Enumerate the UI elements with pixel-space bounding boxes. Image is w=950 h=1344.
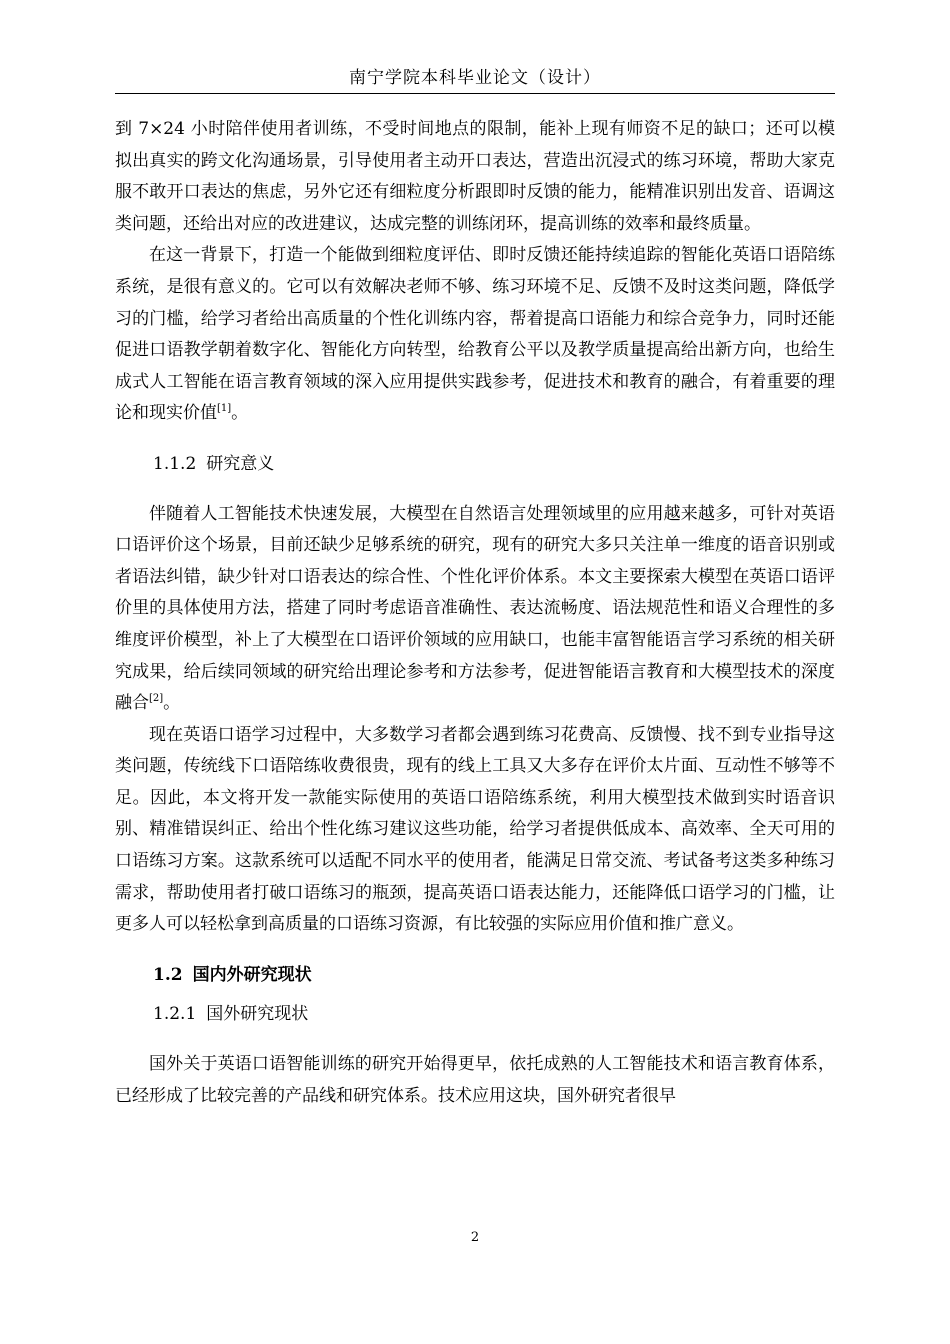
page-number: 2 <box>470 1230 480 1245</box>
paragraph-5: 国外关于英语口语智能训练的研究开始得更早，依托成熟的人工智能技术和语言教育体系，已经形成了比较完善的产品线和研究体系。技术应用这块，国外研究者很早 <box>115 1054 835 1106</box>
section-heading-1-2 <box>115 960 835 992</box>
spacer <box>115 941 835 960</box>
spacer <box>115 1031 835 1049</box>
section-number: 1.2.1 <box>153 1004 197 1025</box>
paragraph-3-text: 伴随着人工智能技术快速发展，大模型在自然语言处理领域里的应用越来越多，可针对英语口语评价这个场景，目前还缺少足够系统的研究，现有的研究大多只关注单一维度的语音识别或者语法纠错，缺少针对口语表达的综合性、个性化评价体系。本文主要探索大模型在英语口语评价里的具体使用方法，搭建了同时考虑语音准确性、表达流畅度、语法规范性和语义合理性的多维度评价模型，补上了大模型在口语评价领域的应用缺口，也能丰富智能语言学习系统的相关研究成果，给后续同领域的研究给出理论参考和方法参考，促进智能语言教育和大模型技术的深度融合 <box>115 503 835 714</box>
spacer <box>115 430 835 449</box>
paragraph-2-end: 。 <box>231 403 249 424</box>
citation-1[interactable]: [1] <box>217 403 232 415</box>
paragraph-2-text: 在这一背景下，打造一个能做到细粒度评估、即时反馈还能持续追踪的智能化英语口语陪练系统，是很有意义的。它可以有效解决老师不够、练习环境不足、反馈不及时这类问题，降低学习的门槛，给学习者给出高质量的个性化训练内容，帮着提高口语能力和综合竞争力，同时还能促进口语教学朝着数字化、智能化方向转型，给教育公平以及教学质量提高给出新方向，也给生成式人工智能在语言教育领域的深入应用提供实践参考，促进技术和教育的融合，有着重要的理论和现实价值 <box>115 245 835 424</box>
section-title: 国内外研究现状 <box>192 964 312 985</box>
paragraph-1: 到 7×24 小时陪伴使用者训练，不受时间地点的限制，能补上现有师资不足的缺口；还可以模拟出真实的跨文化沟通场景，引导使用者主动开口表达，营造出沉浸式的练习环境，帮助大家克服不敢开口表达的焦虑，另外它还有细粒度分析跟即时反馈的能力，能精准识别出发音、语调这类问题，还给出对应的改进建议，达成完整的训练闭环，提高训练的效率和最终质量。 <box>115 119 835 234</box>
paragraph-4: 现在英语口语学习过程中，大多数学习者都会遇到练习花费高、反馈慢、找不到专业指导这类问题，传统线下口语陪练收费很贵，现有的线上工具又大多存在评价太片面、互动性不够等不足。因此，本文将开发一款能实际使用的英语口语陪练系统，利用大模型技术做到实时语音识别、精准错误纠正、给出个性化练习建议这些功能，给学习者提供低成本、高效率、全天可用的口语练习方案。这款系统可以适配不同水平的使用者，能满足日常交流、考试备考这类多种练习需求，帮助使用者打破口语练习的瓶颈，提高英语口语表达能力，还能降低口语学习的门槛，让更多人可以轻松拿到高质量的口语练习资源，有比较强的实际应用价值和推广意义。 <box>115 724 835 935</box>
header-rule <box>115 93 835 94</box>
section-title: 国外研究现状 <box>206 1004 309 1025</box>
running-header: 南宁学院本科毕业论文（设计） <box>349 68 601 88</box>
paragraph-3-end: 。 <box>163 693 181 714</box>
section-heading-1-2-1 <box>115 999 835 1031</box>
spacer <box>115 991 835 999</box>
paragraph-3 <box>115 499 835 720</box>
section-title: 研究意义 <box>206 453 275 474</box>
citation-2[interactable]: [2] <box>149 693 164 705</box>
section-number: 1.1.2 <box>153 453 197 474</box>
paragraph-2 <box>115 240 835 430</box>
section-number: 1.2 <box>153 964 183 985</box>
page-body <box>115 114 835 1112</box>
section-heading-1-1-2 <box>115 449 835 481</box>
spacer <box>115 481 835 499</box>
